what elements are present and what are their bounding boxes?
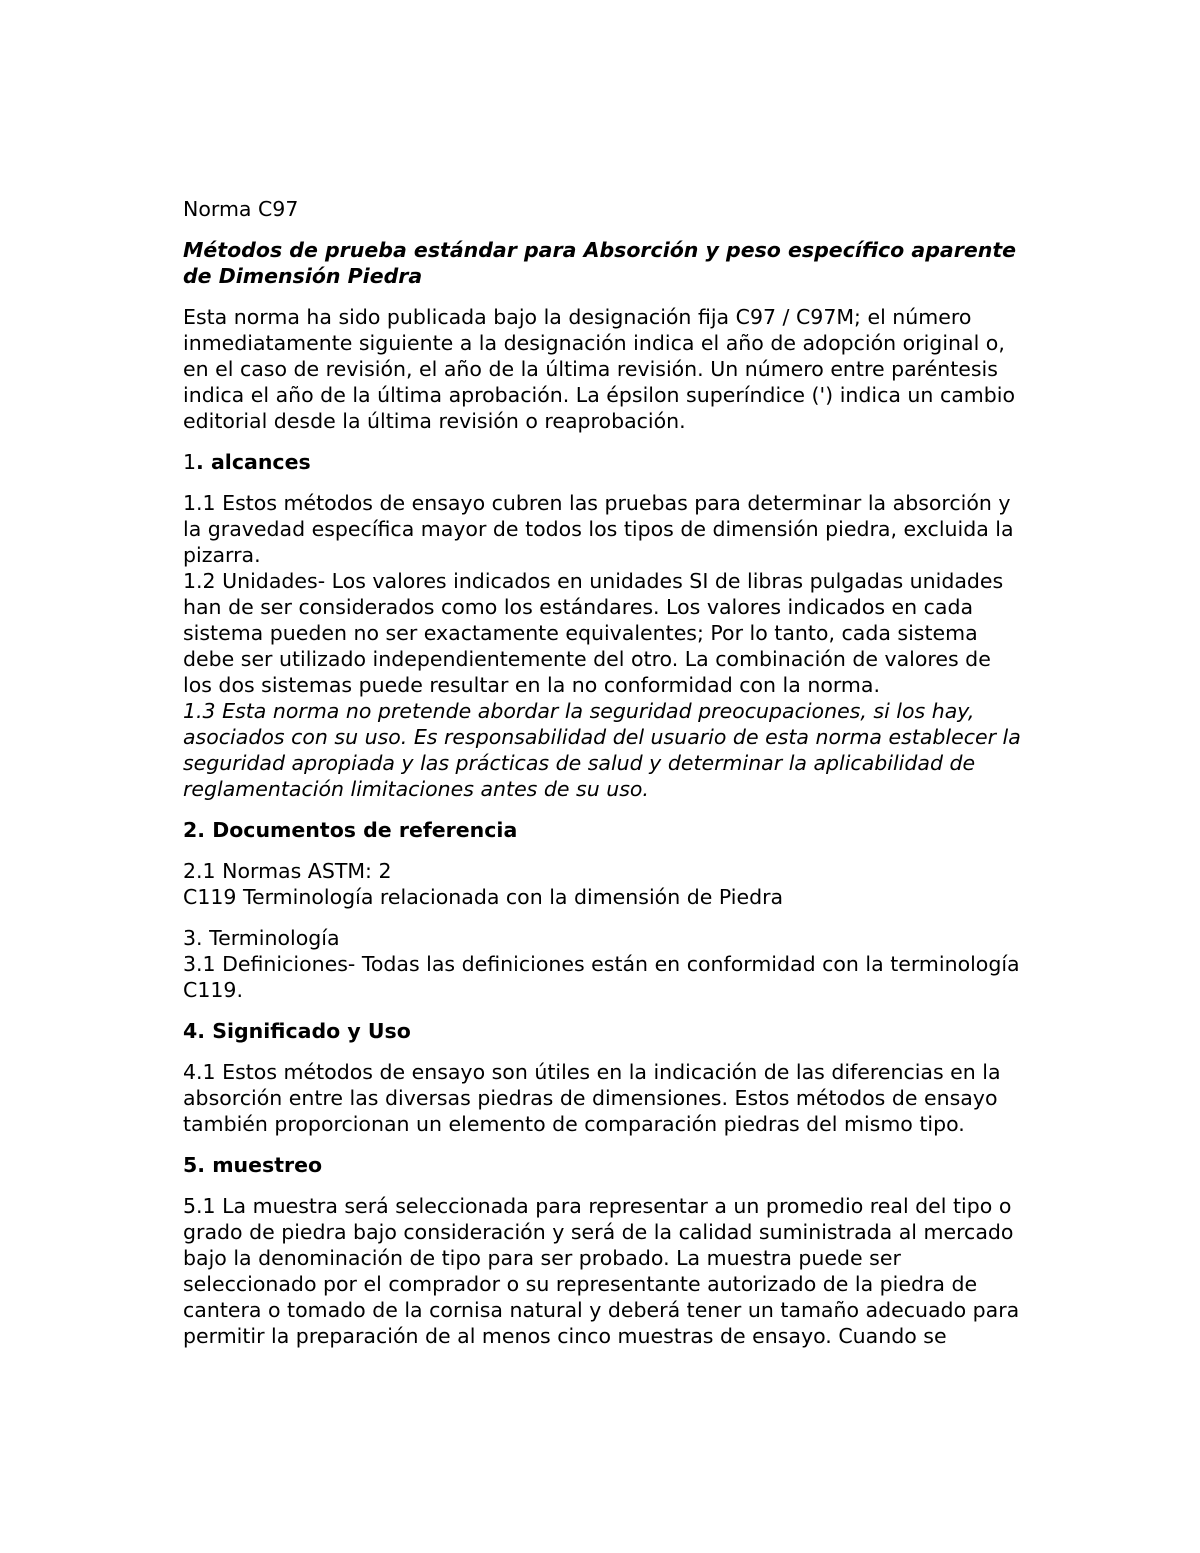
paragraph-1-1: 1.1 Estos métodos de ensayo cubren las pruebas para determinar la absorción y la gravedad específica mayor de todos los tipos de dimensión piedra, excluida la pizarra. [183,491,1014,567]
section-3-heading: 3. Terminología [183,926,340,950]
section-1-heading [183,449,1023,475]
document-page [183,196,1023,1349]
section-4-heading: 4. Significado y Uso [183,1019,411,1043]
paragraph-2-1: 2.1 Normas ASTM: 2 [183,859,392,883]
paragraph-3-1: 3.1 Definiciones- Todas las definiciones están en conformidad con la terminología C119. [183,952,1020,1002]
paragraph-1-2: 1.2 Unidades- Los valores indicados en unidades SI de libras pulgadas unidades han de ser considerados como los estándares. Los valores indicados en cada sistema pueden no ser exactamente equivalentes; Por lo tanto, cada sistema debe ser utilizado independientemente del otro. La combinación de valores de los dos sistemas puede resultar en la no conformidad con la norma. [183,569,1004,697]
document-code: Norma C97 [183,197,299,221]
paragraph-5-1: 5.1 La muestra será seleccionada para representar a un promedio real del tipo o grado de piedra bajo consideración y será de la calidad suministrada al mercado bajo la denominación de tipo para ser probado. La muestra puede ser seleccionado por el comprador o su representante autorizado de la piedra de cantera o tomado de la cornisa natural y deberá tener un tamaño adecuado para permitir la preparación de al menos cinco muestras de ensayo. Cuando se [183,1194,1020,1348]
section-1-number: 1 [183,450,197,474]
paragraph-4-1: 4.1 Estos métodos de ensayo son útiles en la indicación de las diferencias en la absorción entre las diversas piedras de dimensiones. Estos métodos de ensayo también proporcionan un elemento de comparación piedras del mismo tipo. [183,1060,1001,1136]
paragraph-1-3: 1.3 Esta norma no pretende abordar la seguridad preocupaciones, si los hay, asociados con su uso. Es responsabilidad del usuario de esta norma establecer la seguridad apropiada y las prácticas de salud y determinar la aplicabilidad de reglamentación limitaciones antes de su uso. [183,699,1021,801]
intro-paragraph: Esta norma ha sido publicada bajo la designación fija C97 / C97M; el número inmediatamente siguiente a la designación indica el año de adopción original o, en el caso de revisión, el año de la última revisión. Un número entre paréntesis indica el año de la última aprobación. La épsilon superíndice (') indica un cambio editorial desde la última revisión o reaprobación. [183,305,1015,433]
section-1-title: . alcances [196,450,311,474]
section-5-heading: 5. muestreo [183,1153,323,1177]
section-2-heading: 2. Documentos de referencia [183,818,518,842]
reference-c119: C119 Terminología relacionada con la dimensión de Piedra [183,885,784,909]
document-title: Métodos de prueba estándar para Absorción y peso específico aparente de Dimensión Piedra [183,238,1017,288]
